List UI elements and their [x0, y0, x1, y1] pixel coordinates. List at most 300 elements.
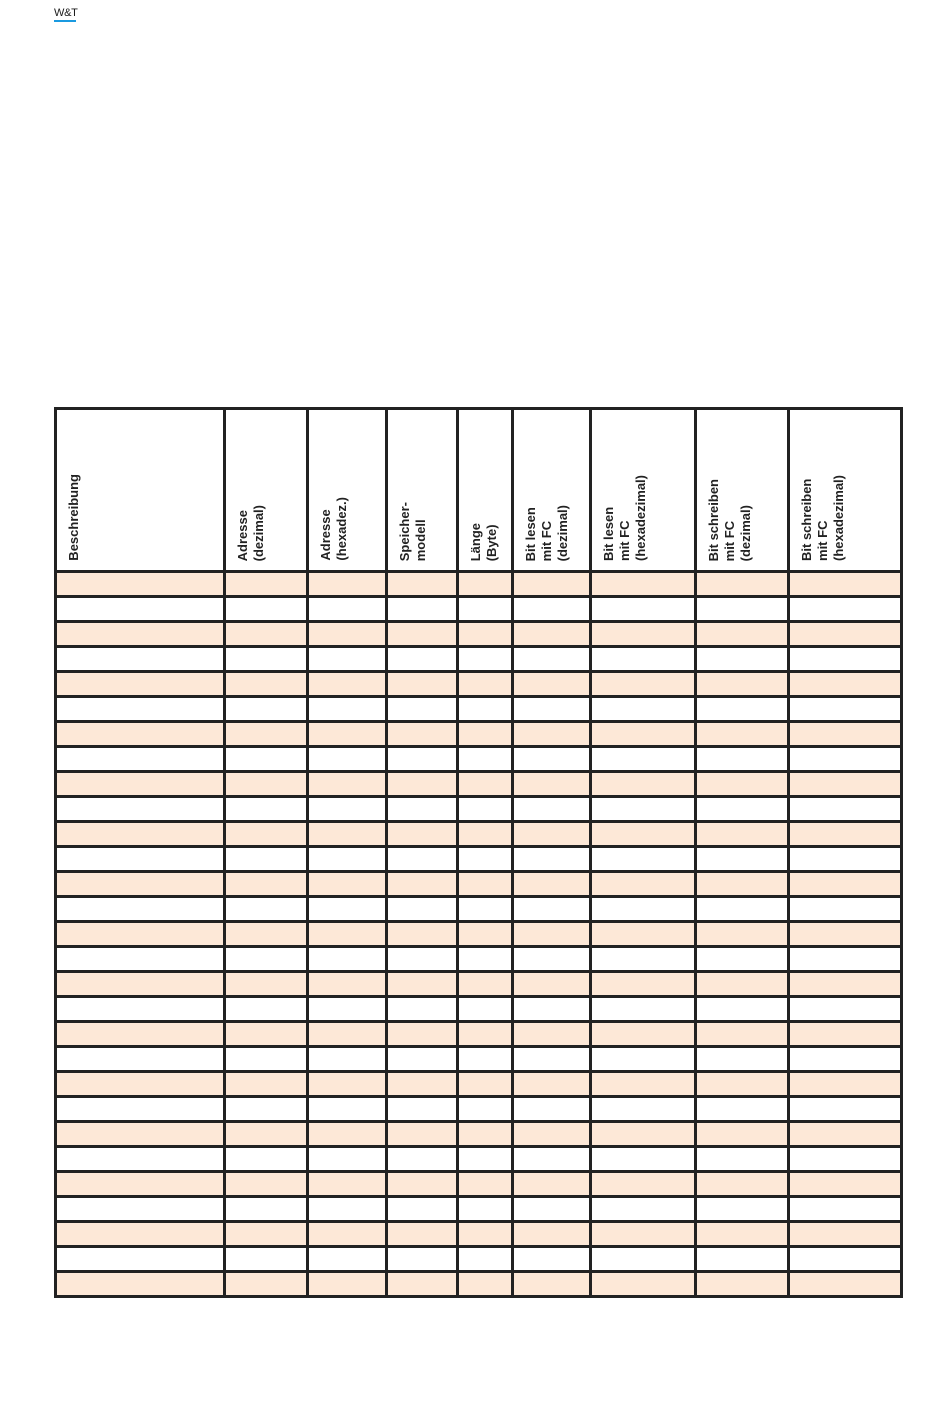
- table-cell[interactable]: [308, 1047, 387, 1072]
- table-cell[interactable]: [308, 822, 387, 847]
- table-cell[interactable]: [458, 972, 513, 997]
- table-cell[interactable]: [225, 597, 308, 622]
- table-cell[interactable]: [789, 697, 902, 722]
- table-cell[interactable]: [308, 1197, 387, 1222]
- table-cell[interactable]: [387, 947, 458, 972]
- table-cell[interactable]: [225, 572, 308, 597]
- table-cell[interactable]: [458, 1272, 513, 1297]
- table-cell[interactable]: [387, 1247, 458, 1272]
- table-cell[interactable]: [387, 722, 458, 747]
- table-cell[interactable]: [513, 1072, 591, 1097]
- table-row: [56, 597, 902, 622]
- table-cell[interactable]: [56, 972, 225, 997]
- table-cell[interactable]: [387, 997, 458, 1022]
- table-cell[interactable]: [56, 822, 225, 847]
- table-cell[interactable]: [56, 1272, 225, 1297]
- table-cell[interactable]: [225, 1072, 308, 1097]
- table-cell[interactable]: [387, 922, 458, 947]
- table-cell[interactable]: [696, 1222, 789, 1247]
- table-cell[interactable]: [56, 672, 225, 697]
- table-cell[interactable]: [308, 897, 387, 922]
- table-cell[interactable]: [308, 847, 387, 872]
- table-cell[interactable]: [225, 747, 308, 772]
- table-cell[interactable]: [513, 697, 591, 722]
- table-cell[interactable]: [387, 897, 458, 922]
- table-cell[interactable]: [387, 622, 458, 647]
- table-cell[interactable]: [513, 847, 591, 872]
- table-cell[interactable]: [789, 1272, 902, 1297]
- table-cell[interactable]: [789, 872, 902, 897]
- table-cell[interactable]: [789, 1147, 902, 1172]
- table-cell[interactable]: [308, 572, 387, 597]
- table-cell[interactable]: [308, 722, 387, 747]
- table-cell[interactable]: [225, 1272, 308, 1297]
- table-cell[interactable]: [513, 1222, 591, 1247]
- table-cell[interactable]: [308, 922, 387, 947]
- table-cell[interactable]: [513, 722, 591, 747]
- table-cell[interactable]: [513, 822, 591, 847]
- table-cell[interactable]: [56, 847, 225, 872]
- table-cell[interactable]: [387, 972, 458, 997]
- table-cell[interactable]: [591, 1197, 696, 1222]
- table-cell[interactable]: [789, 772, 902, 797]
- table-cell[interactable]: [387, 797, 458, 822]
- table-cell[interactable]: [308, 1072, 387, 1097]
- table-cell[interactable]: [696, 1197, 789, 1222]
- table-cell[interactable]: [513, 1197, 591, 1222]
- table-cell[interactable]: [458, 897, 513, 922]
- table-cell[interactable]: [308, 1272, 387, 1297]
- table-cell[interactable]: [696, 1072, 789, 1097]
- table-cell[interactable]: [56, 772, 225, 797]
- table-cell[interactable]: [513, 1247, 591, 1272]
- table-row: [56, 1122, 902, 1147]
- table-cell[interactable]: [513, 1097, 591, 1122]
- table-cell[interactable]: [56, 1147, 225, 1172]
- table-row: [56, 1047, 902, 1072]
- table-cell[interactable]: [458, 1222, 513, 1247]
- table-cell[interactable]: [225, 972, 308, 997]
- table-cell[interactable]: [387, 697, 458, 722]
- table-cell[interactable]: [387, 1097, 458, 1122]
- table-cell[interactable]: [696, 1047, 789, 1072]
- table-cell[interactable]: [387, 1197, 458, 1222]
- table-cell[interactable]: [225, 772, 308, 797]
- table-cell[interactable]: [696, 747, 789, 772]
- table-cell[interactable]: [789, 847, 902, 872]
- table-row: [56, 1147, 902, 1172]
- table-cell[interactable]: [308, 672, 387, 697]
- table-cell[interactable]: [591, 872, 696, 897]
- table-cell[interactable]: [308, 1172, 387, 1197]
- table-cell[interactable]: [387, 1072, 458, 1097]
- table-cell[interactable]: [225, 1047, 308, 1072]
- column-header-line: Bit schreiben: [706, 478, 721, 561]
- table-body: [56, 572, 902, 1297]
- table-cell[interactable]: [696, 897, 789, 922]
- table-cell[interactable]: [56, 1047, 225, 1072]
- table-cell[interactable]: [225, 1247, 308, 1272]
- table-cell[interactable]: [696, 1097, 789, 1122]
- table-cell[interactable]: [513, 997, 591, 1022]
- table-cell[interactable]: [513, 647, 591, 672]
- table-cell[interactable]: [591, 897, 696, 922]
- table-cell[interactable]: [56, 1022, 225, 1047]
- table-cell[interactable]: [513, 747, 591, 772]
- column-header-line: Adresse: [318, 509, 333, 561]
- table-cell[interactable]: [789, 822, 902, 847]
- table-cell[interactable]: [513, 897, 591, 922]
- table-cell[interactable]: [696, 872, 789, 897]
- table-cell[interactable]: [696, 847, 789, 872]
- table-cell[interactable]: [387, 672, 458, 697]
- table-cell[interactable]: [56, 722, 225, 747]
- table-cell[interactable]: [56, 872, 225, 897]
- column-header-8: [789, 409, 902, 572]
- table-cell[interactable]: [458, 1247, 513, 1272]
- table-cell[interactable]: [308, 972, 387, 997]
- table-cell[interactable]: [458, 1172, 513, 1197]
- table-cell[interactable]: [387, 847, 458, 872]
- table-cell[interactable]: [225, 872, 308, 897]
- brand-logo-underline: [54, 20, 76, 22]
- table-cell[interactable]: [789, 1097, 902, 1122]
- table-cell[interactable]: [225, 1222, 308, 1247]
- table-cell[interactable]: [591, 997, 696, 1022]
- table-cell[interactable]: [458, 622, 513, 647]
- table-cell[interactable]: [591, 1097, 696, 1122]
- table-cell[interactable]: [591, 1147, 696, 1172]
- table-cell[interactable]: [696, 722, 789, 747]
- table-cell[interactable]: [308, 797, 387, 822]
- table-cell[interactable]: [591, 622, 696, 647]
- table-row: [56, 897, 902, 922]
- table-cell[interactable]: [513, 1172, 591, 1197]
- table-cell[interactable]: [513, 572, 591, 597]
- table-cell[interactable]: [696, 997, 789, 1022]
- table-cell[interactable]: [225, 697, 308, 722]
- table-cell[interactable]: [225, 672, 308, 697]
- table-row: [56, 872, 902, 897]
- table-cell[interactable]: [789, 597, 902, 622]
- table-cell[interactable]: [458, 997, 513, 1022]
- table-cell[interactable]: [458, 847, 513, 872]
- table-cell[interactable]: [789, 1197, 902, 1222]
- column-header-4: [458, 409, 513, 572]
- table-cell[interactable]: [696, 1272, 789, 1297]
- table-cell[interactable]: [56, 747, 225, 772]
- table-row: [56, 972, 902, 997]
- table-cell[interactable]: [513, 1047, 591, 1072]
- table-cell[interactable]: [591, 1247, 696, 1272]
- table-cell[interactable]: [696, 672, 789, 697]
- table-cell[interactable]: [591, 822, 696, 847]
- column-header-line: (Byte): [484, 524, 499, 561]
- column-header-label: [468, 523, 500, 561]
- table-cell[interactable]: [56, 1122, 225, 1147]
- table-cell[interactable]: [591, 1172, 696, 1197]
- table-cell[interactable]: [56, 797, 225, 822]
- table-cell[interactable]: [225, 647, 308, 672]
- table-cell[interactable]: [513, 922, 591, 947]
- table-cell[interactable]: [458, 747, 513, 772]
- table-cell[interactable]: [513, 772, 591, 797]
- table-cell[interactable]: [591, 672, 696, 697]
- table-cell[interactable]: [458, 1147, 513, 1172]
- table-cell[interactable]: [387, 1022, 458, 1047]
- table-cell[interactable]: [513, 1022, 591, 1047]
- column-header-6: [591, 409, 696, 572]
- table-cell[interactable]: [308, 622, 387, 647]
- table-cell[interactable]: [308, 647, 387, 672]
- table-cell[interactable]: [458, 647, 513, 672]
- table-cell[interactable]: [513, 622, 591, 647]
- table-cell[interactable]: [225, 797, 308, 822]
- table-cell[interactable]: [56, 922, 225, 947]
- table-cell[interactable]: [696, 622, 789, 647]
- table-cell[interactable]: [458, 797, 513, 822]
- table-cell[interactable]: [696, 697, 789, 722]
- table-row: [56, 647, 902, 672]
- table-cell[interactable]: [56, 647, 225, 672]
- table-cell[interactable]: [591, 747, 696, 772]
- table-cell[interactable]: [458, 1072, 513, 1097]
- table-cell[interactable]: [458, 1022, 513, 1047]
- table-cell[interactable]: [513, 597, 591, 622]
- table-cell[interactable]: [789, 722, 902, 747]
- table-cell[interactable]: [56, 1172, 225, 1197]
- table-cell[interactable]: [225, 1147, 308, 1172]
- table-cell[interactable]: [696, 1247, 789, 1272]
- column-header-line: (dezimal): [555, 504, 570, 561]
- table-cell[interactable]: [458, 572, 513, 597]
- column-header-label: [66, 474, 82, 561]
- column-header-line: (hexadez.): [334, 497, 349, 561]
- table-row: [56, 1247, 902, 1272]
- table-cell[interactable]: [513, 1147, 591, 1172]
- table-cell[interactable]: [789, 897, 902, 922]
- table-row: [56, 847, 902, 872]
- table-cell[interactable]: [789, 747, 902, 772]
- table-cell[interactable]: [789, 1122, 902, 1147]
- table-cell[interactable]: [591, 947, 696, 972]
- table-cell[interactable]: [56, 1097, 225, 1122]
- table-cell[interactable]: [591, 797, 696, 822]
- table-cell[interactable]: [789, 572, 902, 597]
- table-cell[interactable]: [789, 997, 902, 1022]
- table-cell[interactable]: [225, 947, 308, 972]
- table-row: [56, 697, 902, 722]
- table-cell[interactable]: [513, 797, 591, 822]
- table-cell[interactable]: [387, 822, 458, 847]
- table-cell[interactable]: [591, 597, 696, 622]
- table-cell[interactable]: [308, 697, 387, 722]
- table-cell[interactable]: [56, 1222, 225, 1247]
- table-cell[interactable]: [696, 1022, 789, 1047]
- column-header-7: [696, 409, 789, 572]
- table-cell[interactable]: [458, 772, 513, 797]
- column-header-line: Bit schreiben: [799, 478, 814, 561]
- column-header-line: Adresse: [235, 509, 250, 561]
- table-cell[interactable]: [591, 1222, 696, 1247]
- column-header-line: Bit lesen: [523, 506, 538, 561]
- table-cell[interactable]: [56, 622, 225, 647]
- table-cell[interactable]: [387, 1122, 458, 1147]
- table-cell[interactable]: [591, 772, 696, 797]
- table-cell[interactable]: [458, 947, 513, 972]
- table-cell[interactable]: [696, 1147, 789, 1172]
- column-header-line: (dezimal): [251, 504, 266, 561]
- table-cell[interactable]: [225, 1197, 308, 1222]
- table-cell[interactable]: [789, 1172, 902, 1197]
- table-cell[interactable]: [387, 1047, 458, 1072]
- table-cell[interactable]: [225, 722, 308, 747]
- column-header-1: [225, 409, 308, 572]
- table-cell[interactable]: [387, 1222, 458, 1247]
- table-cell[interactable]: [591, 1272, 696, 1297]
- table-cell[interactable]: [696, 597, 789, 622]
- table-cell[interactable]: [513, 1272, 591, 1297]
- table-cell[interactable]: [696, 922, 789, 947]
- column-header-label: [318, 497, 350, 561]
- table-cell[interactable]: [789, 647, 902, 672]
- table-cell[interactable]: [696, 647, 789, 672]
- table-cell[interactable]: [591, 972, 696, 997]
- table-cell[interactable]: [387, 647, 458, 672]
- column-header-label: [799, 475, 847, 561]
- column-header-line: Länge: [468, 522, 483, 561]
- table-cell[interactable]: [56, 597, 225, 622]
- table-cell[interactable]: [308, 1222, 387, 1247]
- table-row: [56, 672, 902, 697]
- table-cell[interactable]: [789, 672, 902, 697]
- table-cell[interactable]: [513, 872, 591, 897]
- table-cell[interactable]: [225, 847, 308, 872]
- table-cell[interactable]: [387, 597, 458, 622]
- table-cell[interactable]: [696, 947, 789, 972]
- table-cell[interactable]: [591, 1047, 696, 1072]
- table-cell[interactable]: [696, 972, 789, 997]
- table-cell[interactable]: [789, 1072, 902, 1097]
- table-cell[interactable]: [308, 772, 387, 797]
- table-cell[interactable]: [225, 622, 308, 647]
- table-cell[interactable]: [591, 922, 696, 947]
- table-cell[interactable]: [56, 1072, 225, 1097]
- table-cell[interactable]: [789, 947, 902, 972]
- table-cell[interactable]: [458, 822, 513, 847]
- table-cell[interactable]: [591, 572, 696, 597]
- table-cell[interactable]: [56, 1197, 225, 1222]
- table-cell[interactable]: [56, 997, 225, 1022]
- table-cell[interactable]: [387, 747, 458, 772]
- table-cell[interactable]: [56, 697, 225, 722]
- table-cell[interactable]: [789, 797, 902, 822]
- table-cell[interactable]: [458, 672, 513, 697]
- table-cell[interactable]: [696, 772, 789, 797]
- table-cell[interactable]: [789, 1047, 902, 1072]
- table-cell[interactable]: [308, 1147, 387, 1172]
- table-cell[interactable]: [387, 772, 458, 797]
- table-row: [56, 747, 902, 772]
- table-cell[interactable]: [458, 922, 513, 947]
- table-cell[interactable]: [591, 697, 696, 722]
- table-cell[interactable]: [591, 1122, 696, 1147]
- table-cell[interactable]: [308, 1022, 387, 1047]
- table-cell[interactable]: [225, 997, 308, 1022]
- table-cell[interactable]: [513, 1122, 591, 1147]
- table-cell[interactable]: [308, 597, 387, 622]
- table-cell[interactable]: [789, 1022, 902, 1047]
- table-cell[interactable]: [789, 922, 902, 947]
- table-cell[interactable]: [387, 1147, 458, 1172]
- table-cell[interactable]: [225, 1122, 308, 1147]
- table-cell[interactable]: [458, 1097, 513, 1122]
- table-cell[interactable]: [225, 1172, 308, 1197]
- table-cell[interactable]: [696, 1172, 789, 1197]
- table-cell[interactable]: [458, 722, 513, 747]
- table-cell[interactable]: [387, 1172, 458, 1197]
- table-row: [56, 1097, 902, 1122]
- table-cell[interactable]: [513, 947, 591, 972]
- table-row: [56, 772, 902, 797]
- table-cell[interactable]: [308, 997, 387, 1022]
- table-cell[interactable]: [308, 947, 387, 972]
- table-cell[interactable]: [591, 1072, 696, 1097]
- table-cell[interactable]: [308, 1122, 387, 1147]
- table-cell[interactable]: [591, 722, 696, 747]
- table-cell[interactable]: [225, 1022, 308, 1047]
- table-cell[interactable]: [225, 822, 308, 847]
- table-cell[interactable]: [513, 972, 591, 997]
- table-cell[interactable]: [387, 572, 458, 597]
- table-cell[interactable]: [56, 1247, 225, 1272]
- table-cell[interactable]: [458, 872, 513, 897]
- table-cell[interactable]: [56, 572, 225, 597]
- table-cell[interactable]: [458, 697, 513, 722]
- column-header-line: mit FC: [617, 520, 632, 561]
- table-cell[interactable]: [696, 1122, 789, 1147]
- table-cell[interactable]: [56, 947, 225, 972]
- table-cell[interactable]: [513, 672, 591, 697]
- column-header-2: [308, 409, 387, 572]
- table-cell[interactable]: [225, 922, 308, 947]
- table-cell[interactable]: [387, 872, 458, 897]
- table-cell[interactable]: [591, 1022, 696, 1047]
- table-cell[interactable]: [458, 597, 513, 622]
- table-cell[interactable]: [308, 747, 387, 772]
- table-cell[interactable]: [225, 1097, 308, 1122]
- table-cell[interactable]: [696, 797, 789, 822]
- table-cell[interactable]: [789, 1222, 902, 1247]
- table-cell[interactable]: [225, 897, 308, 922]
- table-cell[interactable]: [591, 847, 696, 872]
- table-cell[interactable]: [696, 822, 789, 847]
- table-cell[interactable]: [458, 1047, 513, 1072]
- table-cell[interactable]: [458, 1122, 513, 1147]
- table-cell[interactable]: [789, 1247, 902, 1272]
- table-cell[interactable]: [696, 572, 789, 597]
- table-cell[interactable]: [591, 647, 696, 672]
- table-cell[interactable]: [56, 897, 225, 922]
- table-cell[interactable]: [308, 872, 387, 897]
- table-cell[interactable]: [308, 1247, 387, 1272]
- table-cell[interactable]: [789, 972, 902, 997]
- table-cell[interactable]: [308, 1097, 387, 1122]
- table-cell[interactable]: [387, 1272, 458, 1297]
- table-cell[interactable]: [458, 1197, 513, 1222]
- table-header-row: [56, 409, 902, 572]
- table-cell[interactable]: [789, 622, 902, 647]
